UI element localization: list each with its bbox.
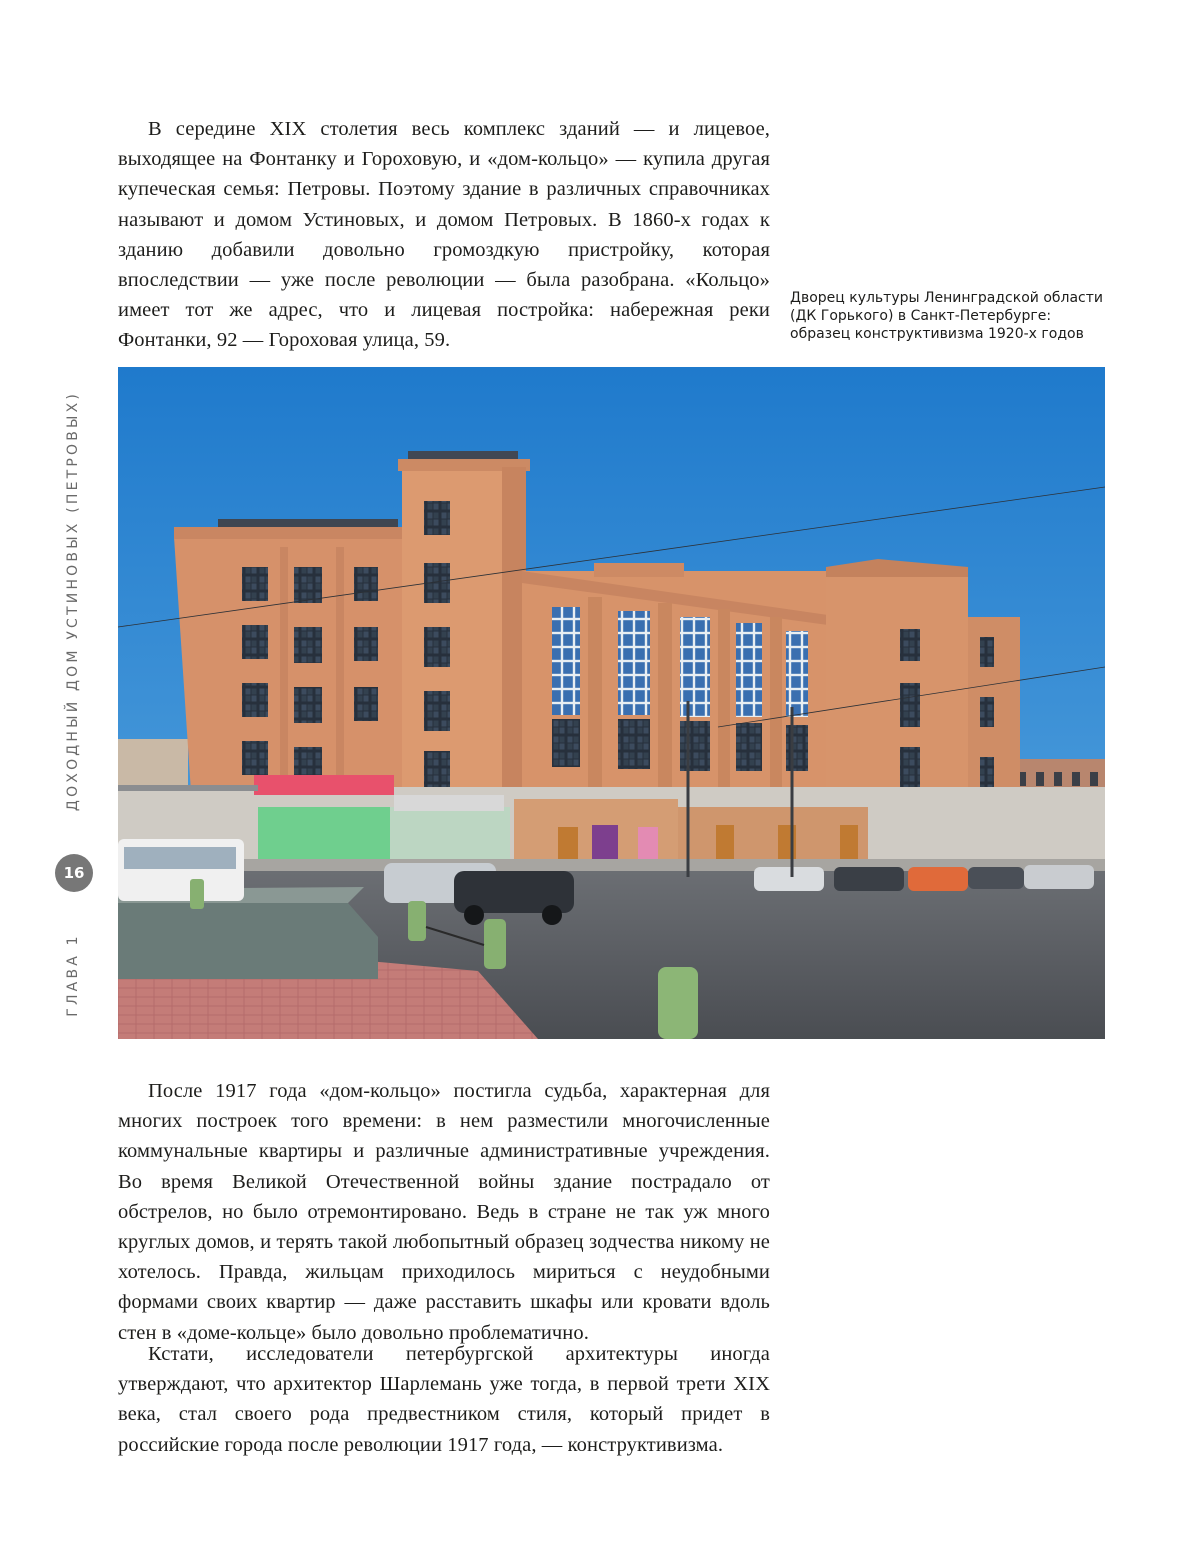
running-title: ДОХОДНЫЙ ДОМ УСТИНОВЫХ (ПЕТРОВЫХ) — [65, 390, 81, 812]
body-paragraph-2: После 1917 года «дом-кольцо» постигла судьба, характерная для многих построек того времени: в нем разместили многочисленные коммунальные квартиры и различные административные учреждения. Во время Великой Отечественной войны здание пострадало от обстрелов, но было отремонтировано. Ведь в стране не так уж много круглых домов, и терять такой любопытный образец зодчества никому не хотелось. Правда, жильцам приходилось мириться с неудобными формами своих квартир — даже расставить шкафы или кровати вдоль стен в «доме-кольце» было довольно проблематично. — [118, 1080, 770, 1344]
figure-caption: Дворец культуры Ленинградской области (ДК Горького) в Санкт-Петербурге: образец конструктивизма 1920-х годов — [790, 290, 1103, 342]
building-photo — [118, 367, 1105, 1039]
body-paragraph-1: В середине XIX столетия весь комплекс зданий — и лицевое, выходящее на Фонтанку и Гороховую, и «дом-кольцо» — купила другая купеческая семья: Петровы. Поэтому здание в различных справочниках называют и домом Устиновых, и домом Петровых. В 1860-х годах к зданию добавили довольно громоздкую пристройку, которая впоследствии — уже после революции — была разобрана. «Кольцо» имеет тот же адрес, что и лицевая постройка: набережная реки Фонтанки, 92 — Гороховая улица, 59. — [118, 118, 770, 352]
page-number-badge: 16 — [55, 854, 93, 892]
chapter-label: ГЛАВА 1 — [65, 933, 81, 1017]
body-paragraph-3: Кстати, исследователи петербургской архитектуры иногда утверждают, что архитектор Шарлемань уже тогда, в первой трети XIX века, стал своего рода предвестником стиля, который придет в российские города после революции 1917 года, — конструктивизма. — [118, 1343, 770, 1456]
